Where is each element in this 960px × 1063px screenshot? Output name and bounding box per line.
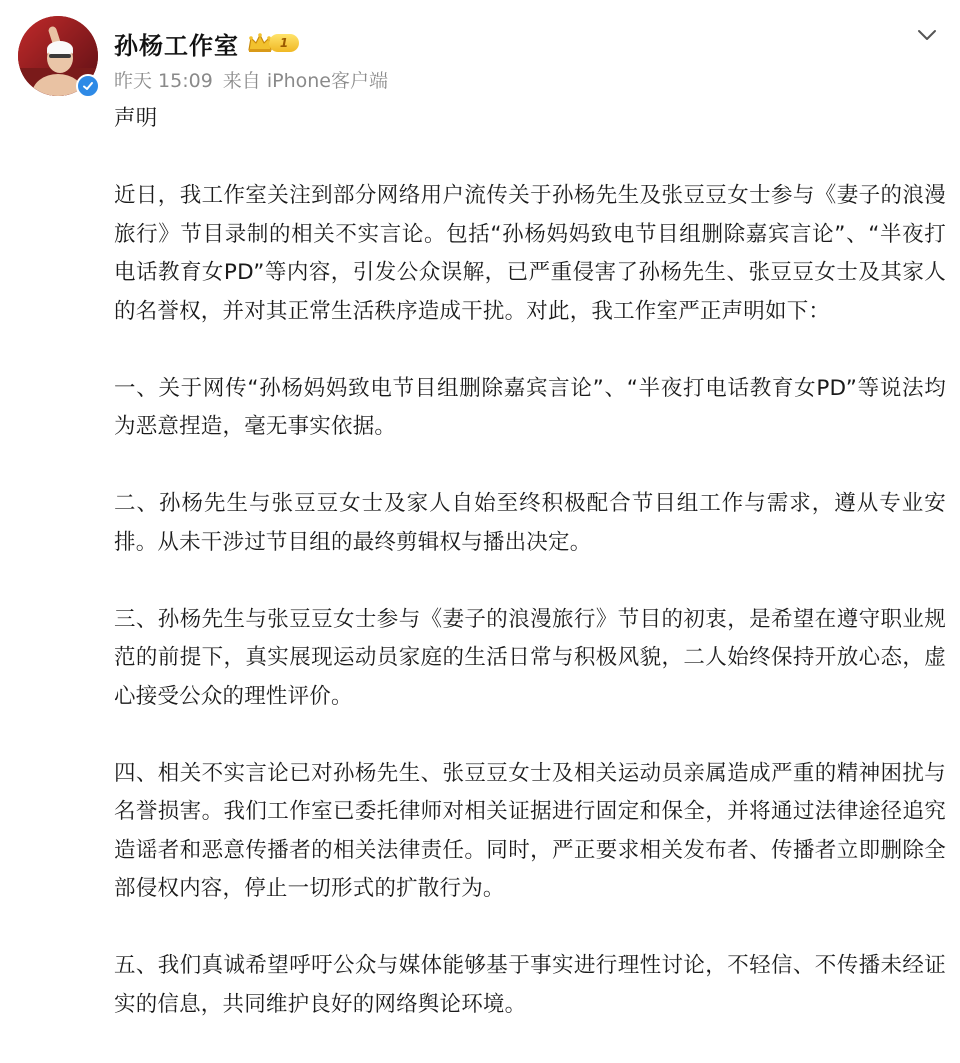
statement-point-1: 一、关于网传“孙杨妈妈致电节目组删除嘉宾言论”、“半夜打电话教育女PD”等说法均为恶意捏造，毫无事实依据。 [114, 375, 946, 439]
more-options-button[interactable] [912, 20, 942, 50]
statement-point-4: 四、相关不实言论已对孙杨先生、张豆豆女士及相关运动员亲属造成严重的精神困扰与名誉损害。我们工作室已委托律师对相关证据进行固定和保全，并将通过法律途径追究造谣者和恶意传播者的相关法律责任。同时，严正要求相关发布者、传播者立即删除全部侵权内容，停止一切形式的扩散行为。 [114, 760, 946, 901]
level-badge[interactable] [247, 31, 299, 55]
account-name[interactable]: 孙杨工作室 [114, 31, 239, 60]
post-header [18, 16, 942, 100]
statement-point-2: 二、孙杨先生与张豆豆女士及家人自始至终积极配合节目组工作与需求，遵从专业安排。从未干涉过节目组的最终剪辑权与播出决定。 [114, 491, 946, 555]
post-content [114, 100, 946, 1063]
name-row [114, 26, 299, 60]
statement-title: 声明 [114, 106, 158, 131]
level-number: 1 [269, 34, 299, 52]
post-time: 昨天 15:09 [114, 70, 213, 92]
avatar-container[interactable] [18, 16, 98, 96]
statement-point-5: 五、我们真诚希望呼吁公众与媒体能够基于事实进行理性讨论，不轻信、不传播未经证实的信息，共同维护良好的网络舆论环境。 [114, 953, 946, 1017]
chevron-down-icon [917, 29, 937, 41]
statement-point-3: 三、孙杨先生与张豆豆女士参与《妻子的浪漫旅行》节目的初衷，是希望在遵守职业规范的前提下，真实展现运动员家庭的生活日常与积极风貌，二人始终保持开放心态，虚心接受公众的理性评价。 [114, 606, 946, 709]
statement-intro: 近日，我工作室关注到部分网络用户流传关于孙杨先生及张豆豆女士参与《妻子的浪漫旅行》节目录制的相关不实言论。包括“孙杨妈妈致电节目组删除嘉宾言论”、“半夜打电话教育女PD”等内容，引发公众误解，已严重侵害了孙杨先生、张豆豆女士及其家人的名誉权，并对其正常生活秩序造成干扰。对此，我工作室严正声明如下： [114, 183, 946, 324]
verified-badge-icon [76, 74, 100, 98]
post-source[interactable]: 来自 iPhone客户端 [222, 70, 388, 92]
post-meta [114, 66, 388, 93]
